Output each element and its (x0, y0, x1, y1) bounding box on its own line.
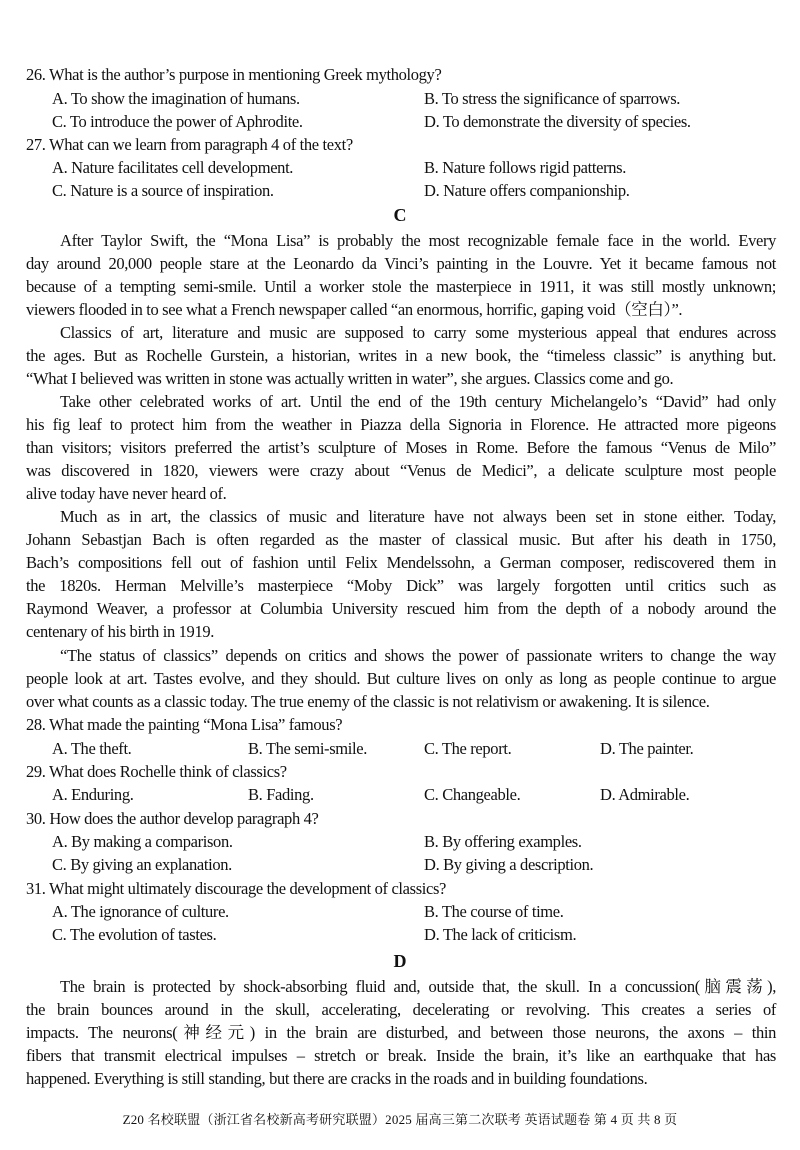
question-30-option-c: C. By giving an explanation. (52, 855, 232, 874)
passage-d-p1-line4: fibers that transmit electrical impulses – stretch or break. Inside the brain, it’s like an earthquake that has (26, 1046, 776, 1065)
passage-c-p3-line1: Take other celebrated works of art. Until the end of the 19th century Michelangelo’s “David” had only (60, 392, 776, 411)
question-26-option-a: A. To show the imagination of humans. (52, 89, 300, 108)
section-c-heading: C (393, 205, 407, 225)
question-31-option-d: D. The lack of criticism. (424, 925, 577, 944)
passage-c-p4-line5: Raymond Weaver, a professor at Columbia University rescued him from the depth of a nobody around the (26, 599, 776, 618)
passage-c-p1-line3: because of a tempting semi-smile. Until a worker stole the masterpiece in 1911, it was still mostly unknown; (26, 277, 776, 296)
passage-c-p3-line4: was discovered in 1820, viewers were crazy about “Venus de Medici”, a delicate sculpture most people (26, 461, 776, 480)
question-27-option-d: D. Nature offers companionship. (424, 181, 630, 200)
passage-c-p4-line4: the 1820s. Herman Melville’s masterpiece “Moby Dick” was largely forgotten until critics such as (26, 576, 776, 595)
question-29-option-c: C. Changeable. (424, 785, 521, 804)
question-28-option-d: D. The painter. (600, 739, 694, 758)
passage-c-p2-line3: “What I believed was written in stone was actually written in water”, she argues. Classics come and go. (26, 369, 674, 388)
passage-c-p3-line3: than visitors; visitors preferred the artist’s sculpture of Moses in Rome. Before the famous “Venus de Milo” (26, 438, 776, 457)
passage-d-p1-line5: happened. Everything is still standing, but there are cracks in the roads and in building foundations. (26, 1069, 648, 1088)
question-29-option-d: D. Admirable. (600, 785, 690, 804)
question-31-option-c: C. The evolution of tastes. (52, 925, 217, 944)
passage-d-p1-line2: the brain bounces around in the skull, accelerating, decelerating or revolving. This creates a series of (26, 1000, 776, 1019)
passage-c-p3-line2: his fig leaf to protect him from the weather in Piazza della Signoria in Florence. He attracted more pigeons (26, 415, 776, 434)
passage-c-p5-line3: over what counts as a classic today. The true enemy of the classic is not relativism or awakening. It is silence. (26, 692, 710, 711)
question-27-option-a: A. Nature facilitates cell development. (52, 158, 294, 177)
question-28-option-a: A. The theft. (52, 739, 132, 758)
passage-c-p5-line1: “The status of classics” depends on critics and shows the power of passionate writers to change the way (60, 646, 776, 665)
question-26-option-b: B. To stress the significance of sparrows. (424, 89, 681, 108)
question-27-option-c: C. Nature is a source of inspiration. (52, 181, 274, 200)
question-30-stem: 30. How does the author develop paragraph 4? (26, 809, 319, 828)
passage-c-p4-line3: Bach’s compositions fell out of fashion until Felix Mendelssohn, a German composer, rediscovered them in (26, 553, 776, 572)
passage-c-p4-line1: Much as in art, the classics of music and literature have not always been set in stone either. Today, (60, 507, 776, 526)
question-28-stem: 28. What made the painting “Mona Lisa” famous? (26, 715, 343, 734)
passage-c-p4-line6: centenary of his birth in 1919. (26, 622, 215, 641)
passage-c-p1-line4: viewers flooded in to see what a French newspaper called “an enormous, horrific, gaping void（空白）”. (26, 300, 683, 319)
question-27-stem: 27. What can we learn from paragraph 4 of the text? (26, 135, 353, 154)
question-26-option-c: C. To introduce the power of Aphrodite. (52, 112, 303, 131)
passage-c-p2-line2: the ages. But as Rochelle Gurstein, a historian, writes in a new book, the “timeless classic” is anything but. (26, 346, 776, 365)
question-29-stem: 29. What does Rochelle think of classics? (26, 762, 287, 781)
question-29-option-b: B. Fading. (248, 785, 314, 804)
question-29-option-a: A. Enduring. (52, 785, 134, 804)
question-30-option-a: A. By making a comparison. (52, 832, 233, 851)
passage-c-p4-line2: Johann Sebastjan Bach is often regarded as the master of classical music. But after his death in 1750, (26, 530, 776, 549)
question-28-option-c: C. The report. (424, 739, 512, 758)
question-30-option-d: D. By giving a description. (424, 855, 594, 874)
passage-d-p1-line1: The brain is protected by shock-absorbing fluid and, outside that, the skull. In a concussion(脑震荡), (60, 977, 776, 996)
passage-c-p1-line2: day around 20,000 people stare at the Leonardo da Vinci’s painting in the Louvre. Yet it became famous not (26, 254, 776, 273)
passage-c-p3-line5: alive today have never heard of. (26, 484, 227, 503)
question-31-option-a: A. The ignorance of culture. (52, 902, 229, 921)
question-26-option-d: D. To demonstrate the diversity of species. (424, 112, 691, 131)
section-d-heading: D (393, 951, 407, 971)
question-30-option-b: B. By offering examples. (424, 832, 582, 851)
passage-d-p1-line3: impacts. The neurons(神经元) in the brain are disturbed, and between those neurons, the axons – thin (26, 1023, 776, 1042)
passage-c-p1-line1: After Taylor Swift, the “Mona Lisa” is probably the most recognizable female face in the world. Every (60, 231, 776, 250)
question-28-option-b: B. The semi-smile. (248, 739, 367, 758)
passage-c-p5-line2: people look at art. Tastes evolve, and they should. But culture lives on only as long as people continue to argue (26, 669, 776, 688)
page-footer: Z20 名校联盟（浙江省名校新高考研究联盟）2025 届高三第二次联考 英语试题卷 第 4 页 共 8 页 (122, 1112, 678, 1127)
passage-c-p2-line1: Classics of art, literature and music are supposed to carry some mysterious appeal that endures across (60, 323, 776, 342)
question-27-option-b: B. Nature follows rigid patterns. (424, 158, 626, 177)
question-26-stem: 26. What is the author’s purpose in mentioning Greek mythology? (26, 65, 442, 84)
question-31-option-b: B. The course of time. (424, 902, 564, 921)
question-31-stem: 31. What might ultimately discourage the development of classics? (26, 879, 447, 898)
